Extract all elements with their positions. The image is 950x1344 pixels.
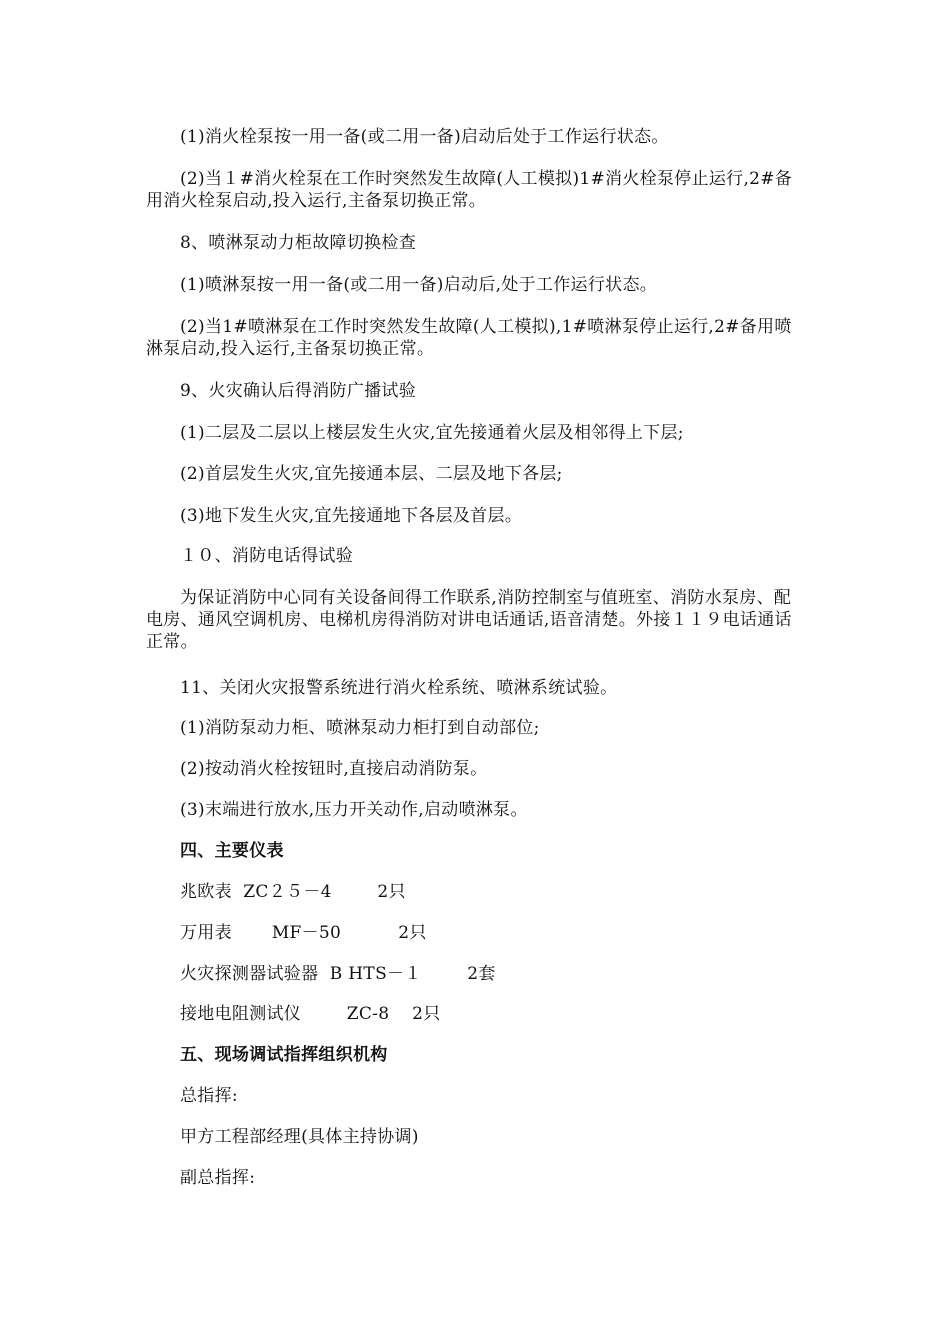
heading-system-test: 11、关闭火灾报警系统进行消火栓系统、喷淋系统试验。 (180, 678, 618, 698)
instrument-ground-resistance: 接地电阻测试仪 ZC-8 2只 (180, 1004, 441, 1024)
org-deputy-label: 副总指挥: (180, 1168, 256, 1188)
heading-sprinkler-pump-check: 8、喷淋泵动力柜故障切换检查 (180, 233, 417, 253)
paragraph-end-discharge: (3)末端进行放水,压力开关动作,启动喷淋泵。 (180, 800, 528, 820)
section-heading-organization: 五、现场调试指挥组织机构 (180, 1045, 388, 1065)
paragraph-sprinkler-pump-failover: (2)当1#喷淋泵在工作时突然发生故障(人工模拟),1#喷淋泵停止运行,2#备用喷淋泵启动,投入运行,主备泵切换正常。 (146, 317, 792, 359)
paragraph-broadcast-upper-floors: (1)二层及二层以上楼层发生火灾,宜先接通着火层及相邻得上下层; (180, 423, 684, 443)
paragraph-sprinkler-pump-startup: (1)喷淋泵按一用一备(或二用一备)启动后,处于工作运行状态。 (180, 275, 658, 295)
instrument-multimeter: 万用表 MF－50 2只 (180, 923, 427, 943)
paragraph-hydrant-pump-failover: (2)当１#消火栓泵在工作时突然发生故障(人工模拟)1#消火栓泵停止运行,2#备用消火栓泵启动,投入运行,主备泵切换正常。 (146, 169, 793, 211)
instrument-megohmmeter: 兆欧表 ZC２５－4 2只 (180, 882, 406, 902)
paragraph-broadcast-basement: (3)地下发生火灾,宜先接通地下各层及首层。 (180, 506, 523, 526)
org-chief-label: 总指挥: (180, 1086, 238, 1106)
paragraph-hydrant-pump-startup: (1)消火栓泵按一用一备(或二用一备)启动后处于工作运行状态。 (180, 127, 669, 147)
instrument-detector-tester: 火灾探测器试验器 B HTS－１ 2套 (180, 964, 496, 984)
section-heading-instruments: 四、主要仪表 (180, 841, 284, 861)
paragraph-phone-test: 为保证消防中心同有关设备间得工作联系,消防控制室与值班室、消防水泵房、配电房、通风空调机房、电梯机房得消防对讲电话通话,语音清楚。外接１１９电话通话正常。 (146, 588, 792, 652)
paragraph-button-start: (2)按动消火栓按钮时,直接启动消防泵。 (180, 759, 488, 779)
heading-phone-test: １０、消防电话得试验 (180, 546, 353, 566)
org-chief-name: 甲方工程部经理(具体主持协调) (180, 1127, 419, 1147)
paragraph-auto-position: (1)消防泵动力柜、喷淋泵动力柜打到自动部位; (180, 718, 540, 738)
paragraph-broadcast-ground-floor: (2)首层发生火灾,宜先接通本层、二层及地下各层; (180, 464, 563, 484)
heading-broadcast-test: 9、火灾确认后得消防广播试验 (180, 381, 417, 401)
